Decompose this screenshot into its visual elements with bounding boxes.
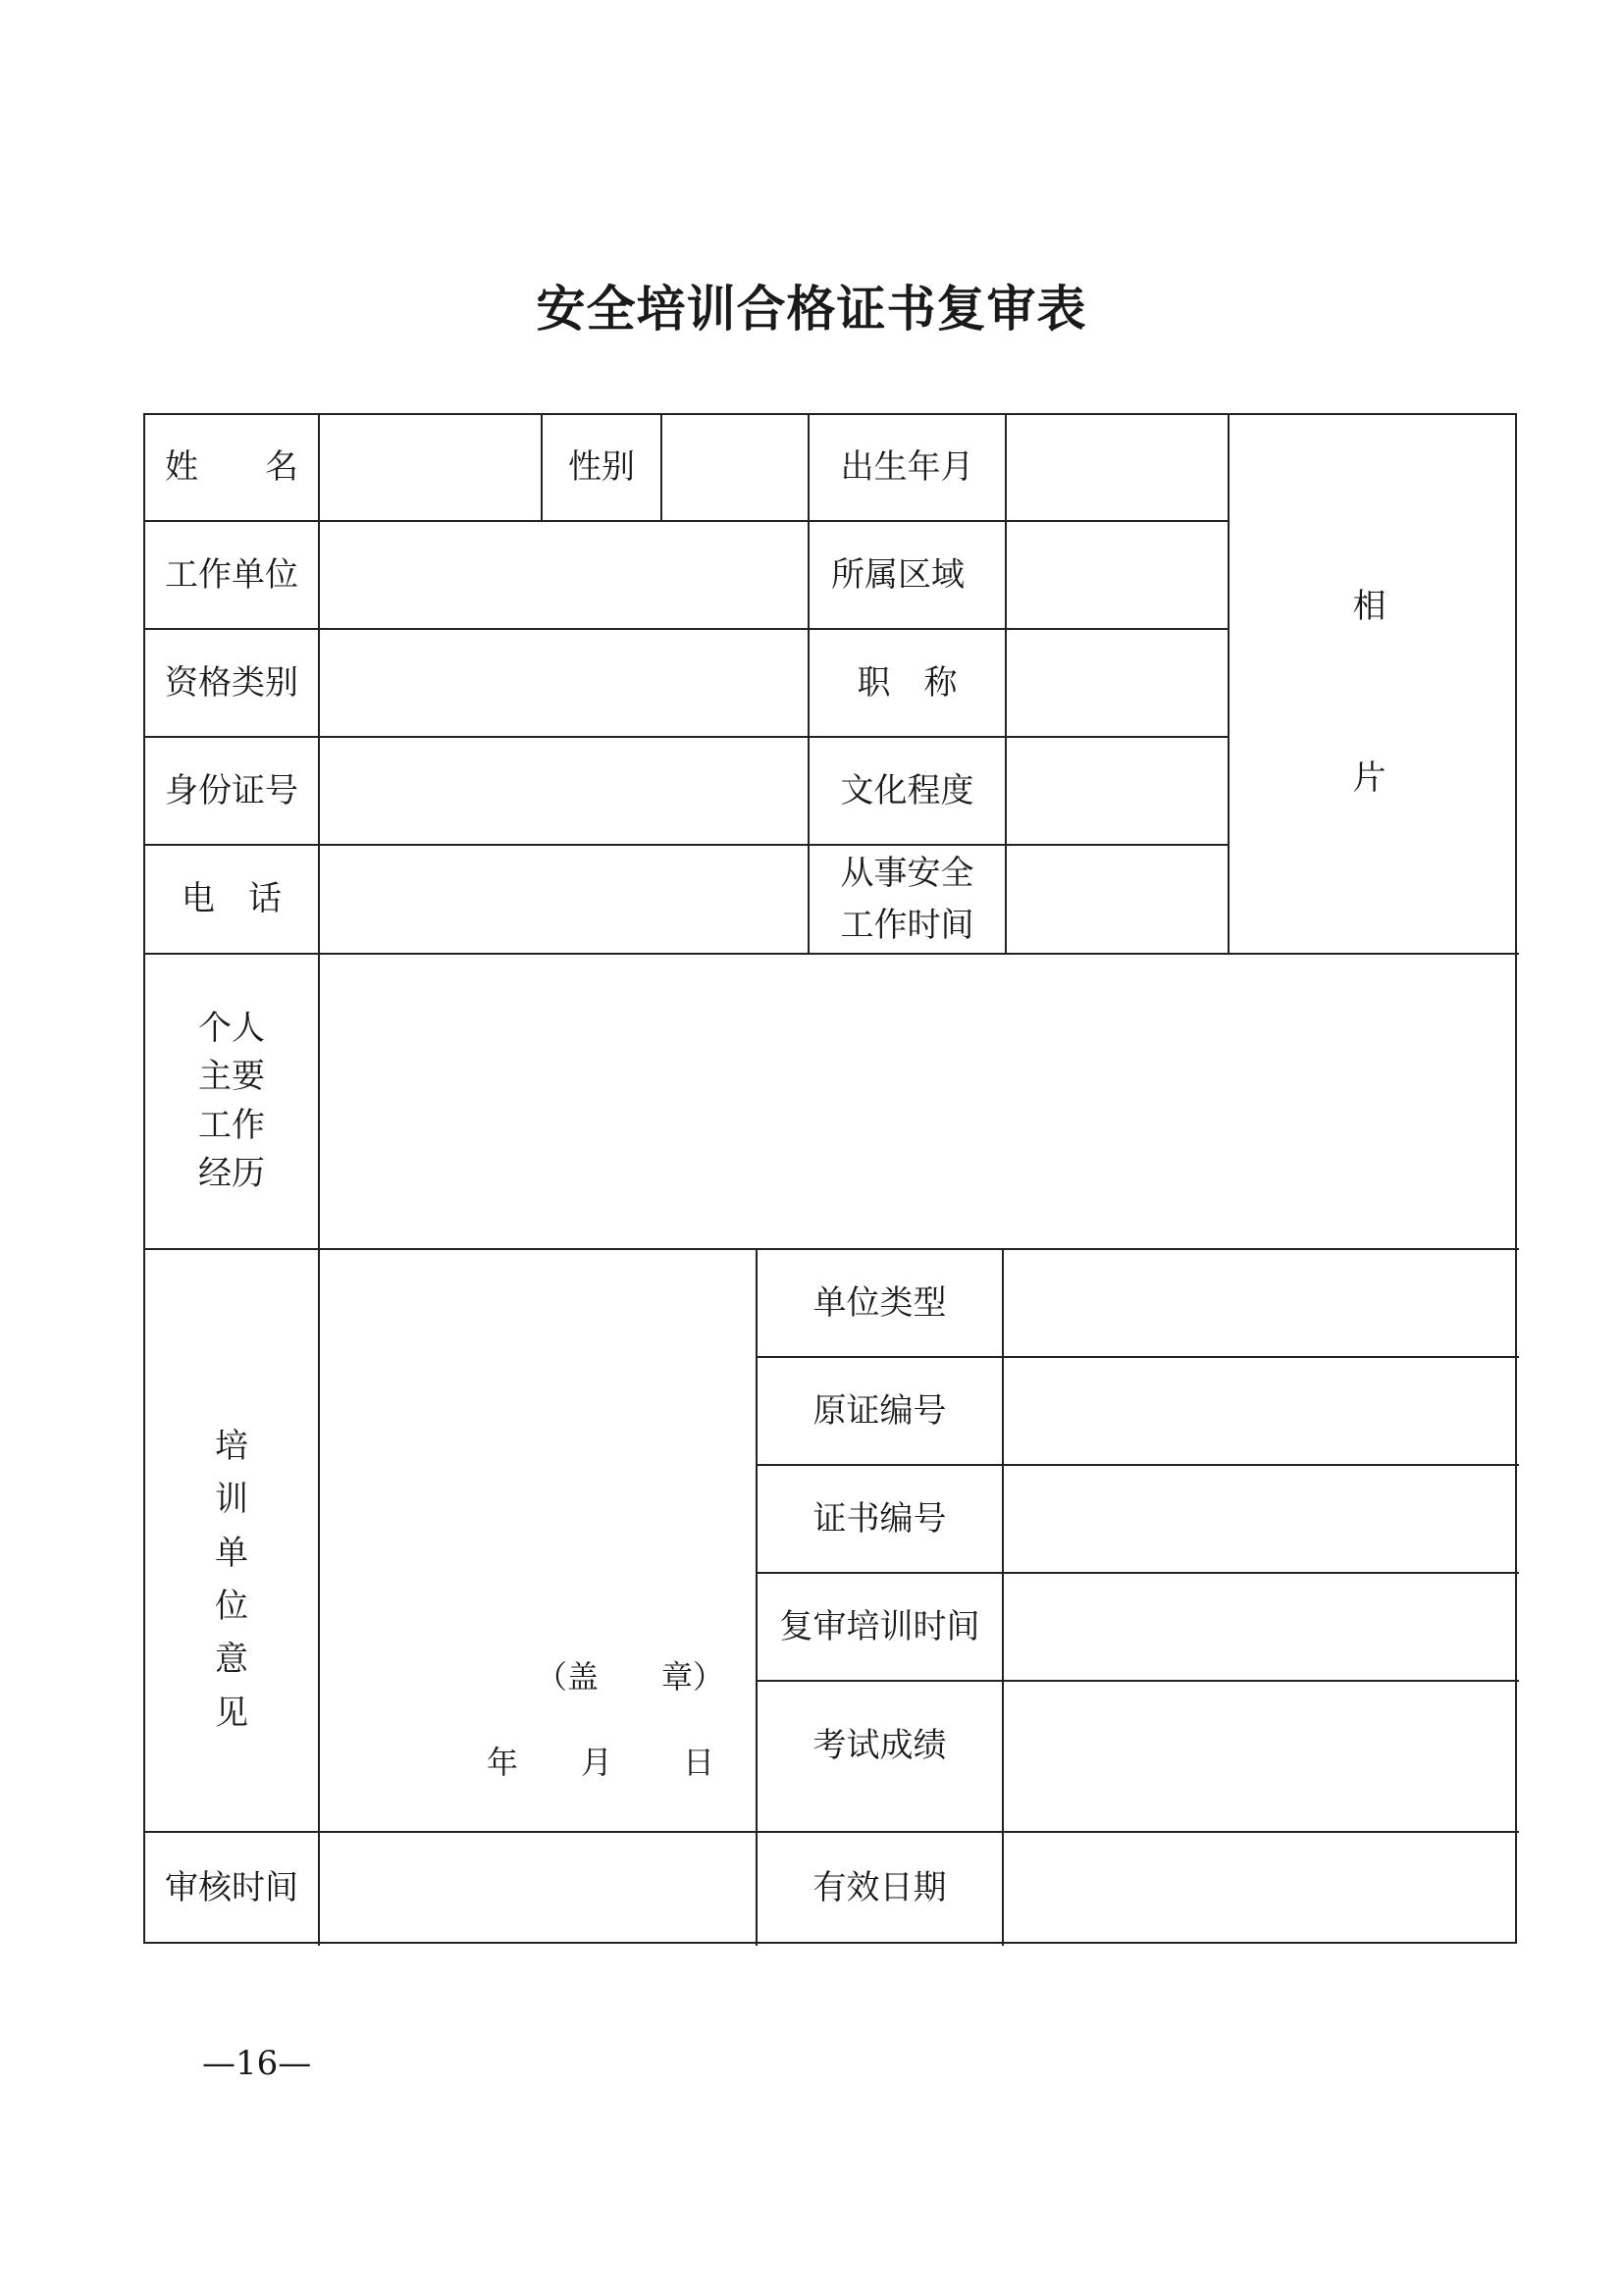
label-exam-score: 考试成绩 [812,1725,947,1765]
field-review-time[interactable] [320,1833,756,1944]
label-work-experience-line: 经历 [198,1153,265,1193]
label-safety-work-time-line1: 从事安全 [840,853,974,893]
field-safety-work-time[interactable] [1007,846,1228,953]
field-job-title[interactable] [1007,630,1228,736]
label-work-experience-line: 主要 [198,1057,265,1097]
seal-month: 月 [581,1744,613,1781]
review-form-table [143,413,1517,1944]
label-qualification-category: 资格类别 [165,662,298,703]
label-id-number: 身份证号 [165,770,298,810]
field-work-experience[interactable] [320,955,1519,1248]
label-training-unit-opinion-char: 培 [215,1426,248,1466]
label-name: 姓 名 [165,447,298,487]
label-review-time: 审核时间 [165,1868,298,1907]
label-training-unit-opinion-char: 意 [215,1640,248,1680]
label-training-unit-opinion [145,1250,318,1831]
field-region[interactable] [1007,522,1228,628]
seal-day: 日 [683,1744,715,1781]
label-job-title: 职 称 [857,662,958,703]
label-training-unit-opinion-char: 位 [215,1587,248,1626]
field-birth[interactable] [1007,415,1228,520]
field-work-unit[interactable] [320,522,808,628]
field-valid-date[interactable] [1004,1833,1519,1944]
field-name[interactable] [320,415,541,520]
seal-stamp-text: （盖 章） [536,1658,725,1696]
label-unit-type: 单位类型 [812,1282,947,1323]
label-review-training-time: 复审培训时间 [779,1606,980,1646]
label-photo-2: 片 [1352,757,1387,798]
label-photo-1: 相 [1352,586,1387,626]
field-gender[interactable] [662,415,808,520]
label-birth: 出生年月 [840,447,974,487]
field-education[interactable] [1007,738,1228,844]
label-training-unit-opinion-char: 单 [215,1533,248,1573]
label-work-unit: 工作单位 [165,554,298,595]
label-phone: 电 话 [182,879,282,918]
page-number: —16— [202,2044,312,2083]
form-title: 安全培训合格证书复审表 [536,280,1087,338]
label-cert-number: 证书编号 [812,1498,947,1539]
label-education: 文化程度 [840,770,974,810]
field-original-cert-number[interactable] [1004,1358,1519,1464]
label-original-cert-number: 原证编号 [812,1390,947,1431]
label-training-unit-opinion-char: 训 [215,1480,248,1520]
label-work-experience-line: 个人 [198,1008,265,1048]
label-gender: 性别 [568,447,635,487]
field-review-training-time[interactable] [1004,1574,1519,1680]
field-phone[interactable] [320,846,808,953]
field-unit-type[interactable] [1004,1250,1519,1356]
photo-box[interactable] [1230,415,1519,953]
field-id-number[interactable] [320,738,808,844]
label-valid-date: 有效日期 [812,1868,947,1907]
label-work-experience-line: 工作 [198,1105,265,1145]
field-qualification-category[interactable] [320,630,808,736]
label-training-unit-opinion-char: 见 [215,1693,248,1733]
label-safety-work-time-line2: 工作时间 [840,905,974,945]
label-work-experience [145,955,318,1248]
label-region: 所属区域 [831,554,965,595]
label-safety-work-time [810,846,1005,953]
seal-year: 年 [487,1744,519,1781]
field-cert-number[interactable] [1004,1466,1519,1572]
field-exam-score[interactable] [1004,1682,1519,1831]
